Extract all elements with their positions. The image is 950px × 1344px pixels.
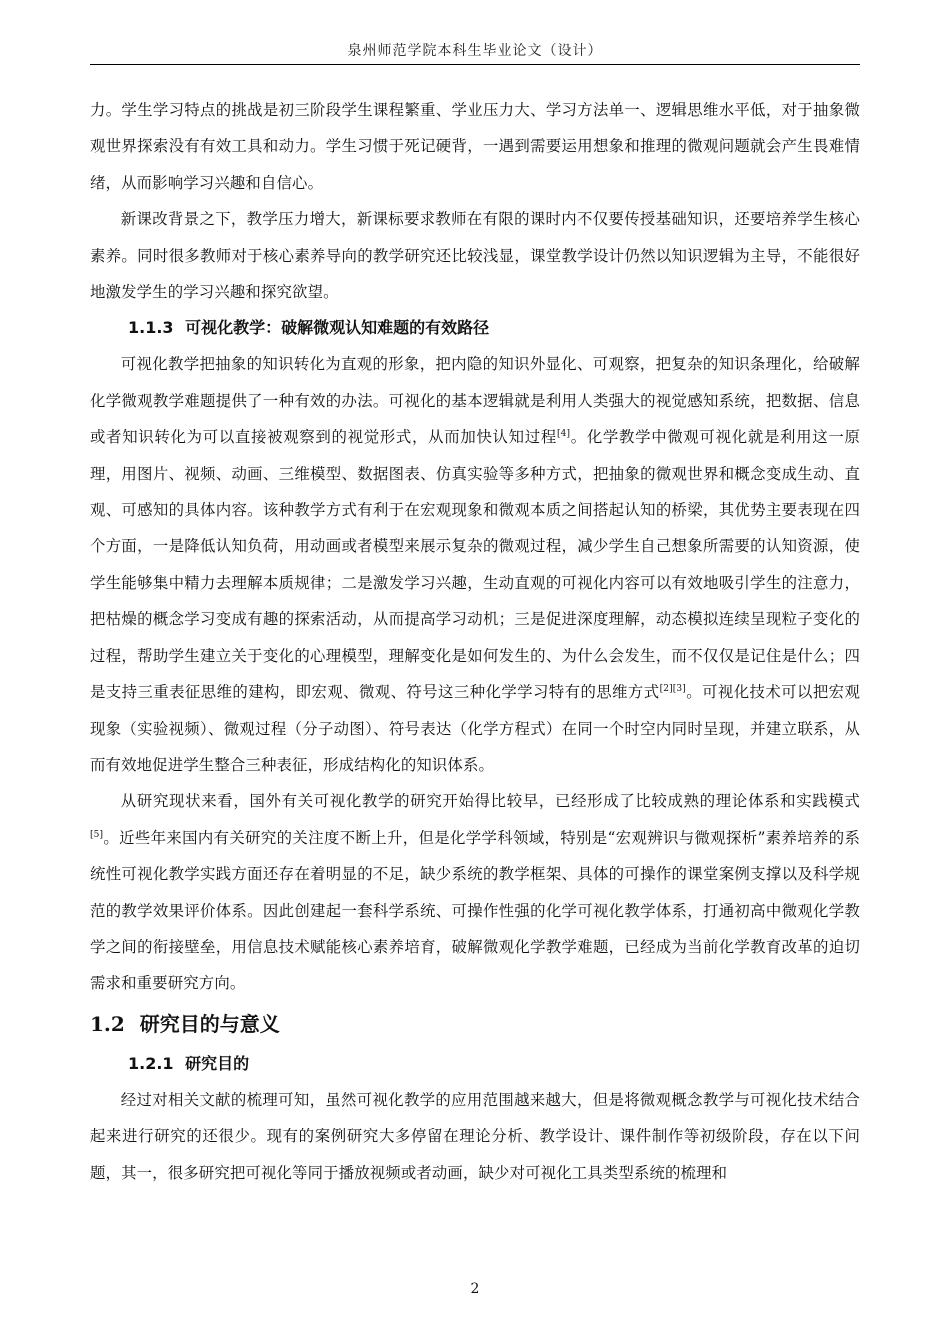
paragraph-visualization-teaching (90, 346, 860, 783)
paragraph-continuation: 力。学生学习特点的挑战是初三阶段学生课程繁重、学业压力大、学习方法单一、逻辑思维水平低，对于抽象微观世界探索没有有效工具和动力。学生习惯于死记硬背，一遇到需要运用想象和推理的微观问题就会产生畏难情绪，从而影响学习兴趣和自信心。 (90, 101, 860, 192)
paragraph-text: 。可视化技术可以把宏观现象（实验视频）、微观过程（分子动图）、符号表达（化学方程式）在同一个时空内同时呈现，并建立联系，从而有效地促进学生整合三种表征，形成结构化的知识体系。 (90, 683, 860, 774)
page-body (90, 92, 860, 1191)
header-rule (90, 64, 860, 65)
paragraph-text: 可视化教学把抽象的知识转化为直观的形象，把内隐的知识外显化、可观察，把复杂的知识条理化，给破解化学微观教学难题提供了一种有效的办法。可视化的基本逻辑就是利用人类强大的视觉感知系统，把数据、信息或者知识转化为可以直接被观察到的视觉形式，从而加快认知过程 (90, 355, 860, 447)
section-title: 研究目的与意义 (139, 1011, 280, 1036)
section-title: 可视化教学：破解微观认知难题的有效路径 (185, 318, 490, 338)
citation-ref: [2][3] (659, 683, 686, 694)
citation-ref: [5] (90, 829, 104, 840)
section-title: 研究目的 (185, 1053, 250, 1073)
section-heading-1-2-1 (90, 1046, 860, 1082)
section-number: 1.2.1 (128, 1053, 174, 1073)
page-number: 2 (470, 1281, 480, 1297)
paragraph-research-purpose: 经过对相关文献的梳理可知，虽然可视化教学的应用范围越来越大，但是将微观概念教学与可视化技术结合起来进行研究的还很少。现有的案例研究大多停留在理论分析、教学设计、课件制作等初级阶段，存在以下问题，其一，很多研究把可视化等同于播放视频或者动画，缺少对可视化工具类型系统的梳理和 (90, 1090, 860, 1182)
paragraph-text: 。化学教学中微观可视化就是利用这一原理，用图片、视频、动画、三维模型、数据图表、仿真实验等多种方式，把抽象的微观世界和概念变成生动、直观、可感知的具体内容。该种教学方式有利于在宏观现象和微观本质之间搭起认知的桥梁，其优势主要表现在四个方面，一是降低认知负荷，用动画或者模型来展示复杂的微观过程，减少学生自己想象所需要的认知资源，使学生能够集中精力去理解本质规律；二是激发学习兴趣，生动直观的可视化内容可以有效地吸引学生的注意力，把枯燥的概念学习变成有趣的探索活动，从而提高学习动机；三是促进深度理解，动态模拟连续呈现粒子变化的过程，帮助学生建立关于变化的心理模型，理解变化是如何发生的、为什么会发生，而不仅仅是记住是什么；四是支持三重表征思维的建构，即宏观、微观、符号这三种化学学习特有的思维方式 (90, 428, 860, 702)
paragraph-text: 。近些年来国内有关研究的关注度不断上升，但是化学学科领域，特别是“宏观辨识与微观探析”素养培养的系统性可视化教学实践方面还存在着明显的不足，缺少系统的教学框架、具体的可操作的课堂案例支撑以及科学规范的教学效果评价体系。因此创建起一套科学系统、可操作性强的化学可视化教学体系，打通初高中微观化学教学之间的衔接壁垒，用信息技术赋能核心素养培育，破解微观化学教学难题，已经成为当前化学教育改革的迫切需求和重要研究方向。 (90, 828, 860, 993)
section-heading-1-1-3 (90, 310, 860, 346)
paragraph-curriculum-reform: 新课改背景之下，教学压力增大，新课标要求教师在有限的课时内不仅要传授基础知识，还要培养学生核心素养。同时很多教师对于核心素养导向的教学研究还比较浅显，课堂教学设计仍然以知识逻辑为主导，不能很好地激发学生的学习兴趣和探究欲望。 (90, 210, 860, 302)
section-number: 1.1.3 (128, 318, 174, 338)
citation-ref: [4] (556, 429, 571, 440)
paragraph-research-status (90, 783, 860, 1001)
section-heading-1-2 (90, 1002, 860, 1046)
running-header: 泉州师范学院本科生毕业论文（设计） (347, 43, 603, 59)
section-number: 1.2 (90, 1011, 125, 1036)
paragraph-text: 从研究现状来看，国外有关可视化教学的研究开始得比较早，已经形成了比较成熟的理论体系和实践模式 (120, 792, 860, 811)
